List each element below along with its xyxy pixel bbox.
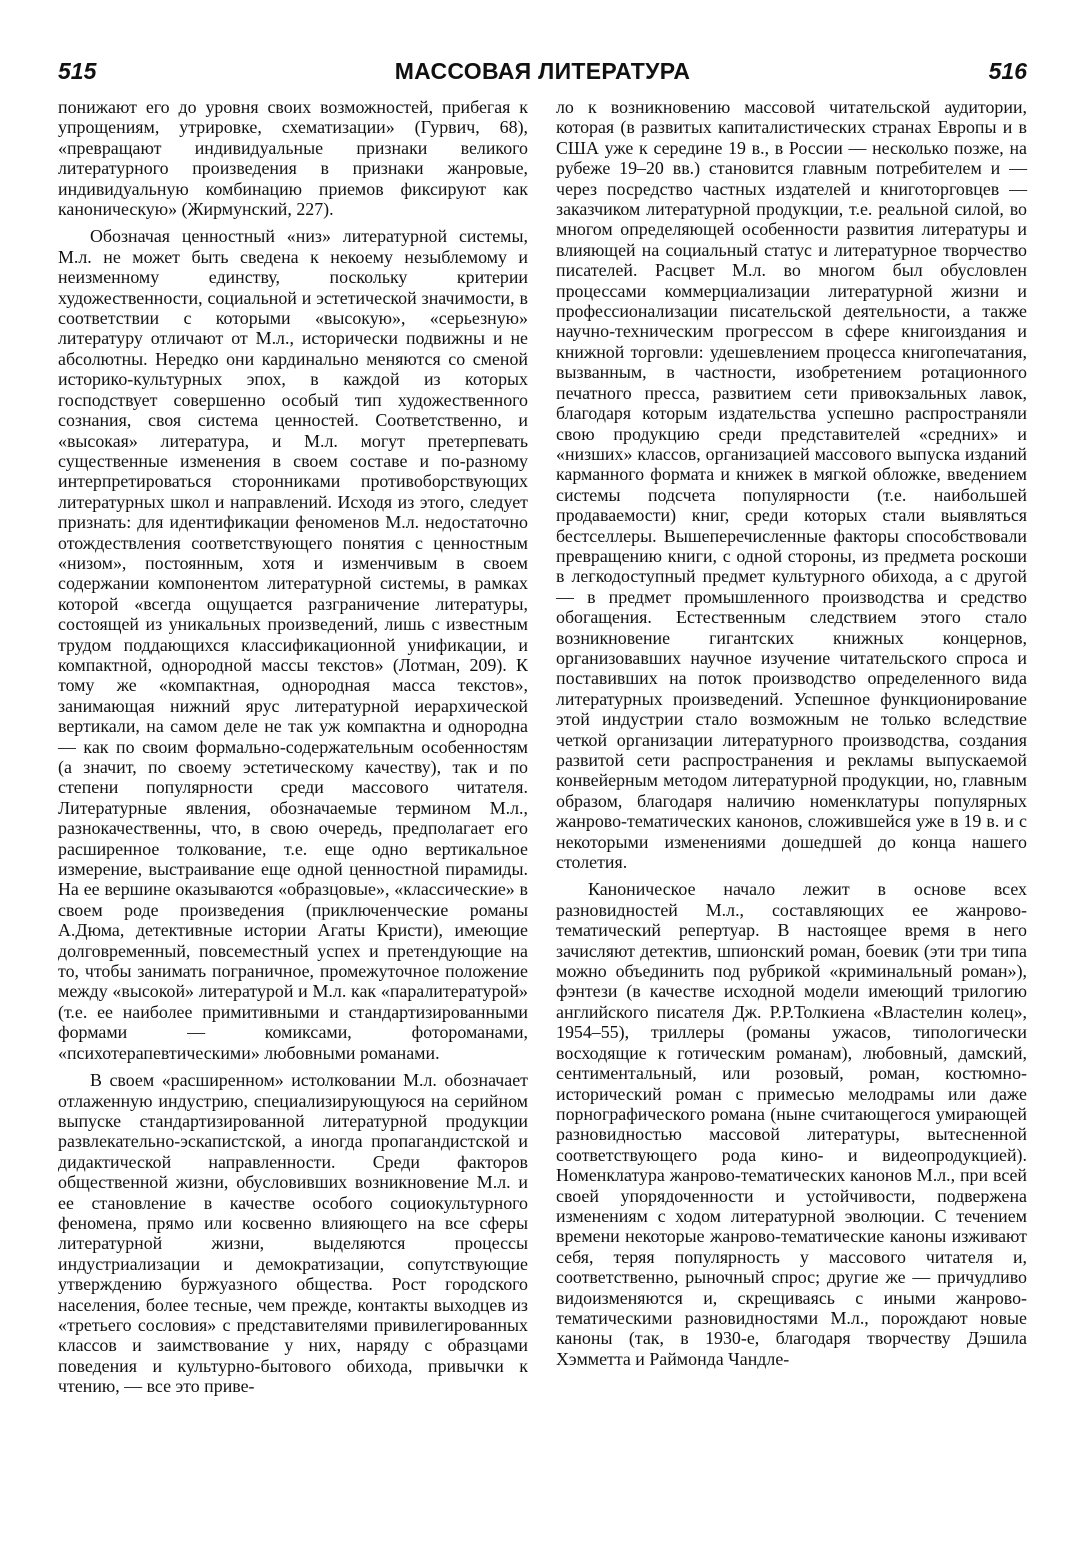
running-title: МАССОВАЯ ЛИТЕРАТУРА — [394, 58, 691, 84]
paragraph: понижают его до уровня своих возможностей, прибегая к упрощениям, утрировке, схематизации» (Гурвич, 68), «превращают индивидуальные признаки великого литературного произведения в признаки жанровые, индивидуальную комбинацию приемов фиксируют как каноническую» (Жирмунский, 227). — [58, 97, 528, 220]
paragraph: ло к возникновению массовой читательской аудитории, которая (в развитых капиталистических странах Европы и в США уже к середине 19 в., в России — несколько позже, на рубеже 19–20 вв.) становится главным потребителем и — через посредство частных издателей и книготорговцев — заказчиком литературной продукции, т.е. реальной силой, во многом определяющей особенности развития литературы и влияющей на социальный статус и литературное творчество писателей. Расцвет М.л. во многом был обусловлен процессами коммерциализации литературной жизни и профессионализации писательской деятельности, а также научно-техническим прогрессом в сфере книгоиздания и книжной торговли: удешевлением процесса книгопечатания, вызванным, в частности, изобретением ротационного печатного пресса, развитием сети привокзальных лавок, благодаря которым издательства успешно распространяли свою продукцию среди представителей «средних» и «низших» классов, организацией массового выпуска изданий карманного формата и книжек в мягкой обложке, введением системы подсчета популярности (т.е. наибольшей продаваемости) книг, среди которых стали выявляться бестселлеры. Вышеперечисленные факторы способствовали превращению книги, с одной стороны, из предмета роскоши в легкодоступный предмет культурного обихода, а с другой — в предмет промышленного производства и средство обогащения. Естественным следствием этого стало возникновение гигантских книжных концернов, организовавших научное изучение читательского спроса и поставивших на поток производство определенного вида литературных произведений. Успешное функционирование этой индустрии стало возможным не только вследствие четкой организации литературного производства, создания развитой сети распространения и рекламы выпускаемой конвейерным методом литературной продукции, но, главным образом, благодаря наличию номенклатуры популярных жанрово-тематических канонов, сложившейся уже в 19 в. и с некоторыми изменениями дошедшей до конца нашего столетия. — [556, 97, 1027, 873]
paragraph: Обозначая ценностный «низ» литературной системы, М.л. не может быть сведена к некоему незыблемому и неизменному единству, поскольку критерии художественности, социальной и эстетической значимости, в соответствии с которыми «высокую», «серьезную» литературу отличают от М.л., исторически подвижны и не абсолютны. Нередко они кардинально меняются со сменой историко-культурных эпох, в каждой из которых господствует совершенно особый тип художественного сознания, своя система ценностей. Соответственно, и «высокая» литература, и М.л. могут претерпевать существенные изменения в своем составе и по-разному интерпретироваться сторонниками противоборствующих литературных школ и направлений. Исходя из этого, следует признать: для идентификации феноменов М.л. недостаточно отождествления соответствующего понятия с ценностным «низом», постоянным, хотя и изменчивым в своем содержании компонентом литературной системы, в рамках которой «всегда ощущается разграничение литературы, состоящей из уникальных произведений, лишь с известным трудом поддающихся классификационной унификации, и компактной, однородной массы текстов» (Лотман, 209). К тому же «компактная, однородная масса текстов», занимающая нижний ярус литературной иерархической вертикали, на самом деле не так уж компактна и однородна — как по своим формально-содержательным особенностям (а значит, по своему эстетическому качеству), так и по степени популярности среди массового читателя. Литературные явления, обозначаемые термином М.л., разнокачественны, что, в свою очередь, предполагает его расширенное толкование, т.е. еще одно вертикальное измерение, выстраивание еще одной ценностной пирамиды. На ее вершине оказываются «образцовые», «классические» в своем роде произведения (приключенческие романы А.Дюма, детективные истории Агаты Кристи), имеющие долговременный, повсеместный успех и претендующие на то, чтобы занимать пограничное, промежуточное положение между «высокой» литературой и М.л. как «паралитературой» (т.е. ее наиболее примитивными и стандартизированными формами — комиксами, фотороманами, «психотерапевтическими» любовными романами. — [58, 226, 528, 1063]
right-column — [556, 97, 1027, 1376]
running-header — [52, 58, 1033, 94]
left-column — [58, 97, 528, 1404]
page-number-right: 516 — [988, 58, 1027, 84]
page-number-left: 515 — [58, 58, 97, 84]
paragraph: Каноническое начало лежит в основе всех разновидностей М.л., составляющих ее жанрово-тематический репертуар. В настоящее время в него зачисляют детектив, шпионский роман, боевик (эти три типа можно объединить под рубрикой «криминальный роман»), фэнтези (в качестве исходной модели имеющий трилогию английского писателя Дж. Р.Р.Толкиена «Властелин колец», 1954–55), триллеры (романы ужасов, типологически восходящие к готическим романам), любовный, дамский, сентиментальный, или розовый, роман, костюмно-исторический роман с примесью мелодрамы или даже порнографического романа (ныне считающегося умирающей разновидностью массовой литературы, вытесненной соответствующего рода кино- и видеопродукцией). Номенклатура жанрово-тематических канонов М.л., при всей своей упорядоченности и устойчивости, подвержена изменениям с ходом литературной эволюции. С течением времени некоторые жанрово-тематические каноны изживают себя, теряя популярность у массового читателя и, соответственно, рыночный спрос; другие же — причудливо видоизменяются и, скрещиваясь с иными жанрово-тематическими разновидностями М.л., порождают новые каноны (так, в 1930-е, благодаря творчеству Дэшила Хэмметта и Раймонда Чандле- — [556, 879, 1027, 1369]
paragraph: В своем «расширенном» истолковании М.л. обозначает отлаженную индустрию, специализирующуюся на серийном выпуске стандартизированной литературной продукции развлекательно-эскапистской, а иногда пропагандистской и дидактической направленности. Среди факторов общественной жизни, обусловивших возникновение М.л. и ее становление в качестве особого социокультурного феномена, прямо или косвенно влияющего на все сферы литературной жизни, выделяются процессы индустриализации и демократизации, сопутствующие утверждению буржуазного общества. Рост городского населения, более тесные, чем прежде, контакты выходцев из «третьего сословия» с представителями привилегированных классов и заимствование у них, наряду с образцами поведения и культурно-бытового обихода, привычки к чтению, — все это приве- — [58, 1070, 528, 1397]
